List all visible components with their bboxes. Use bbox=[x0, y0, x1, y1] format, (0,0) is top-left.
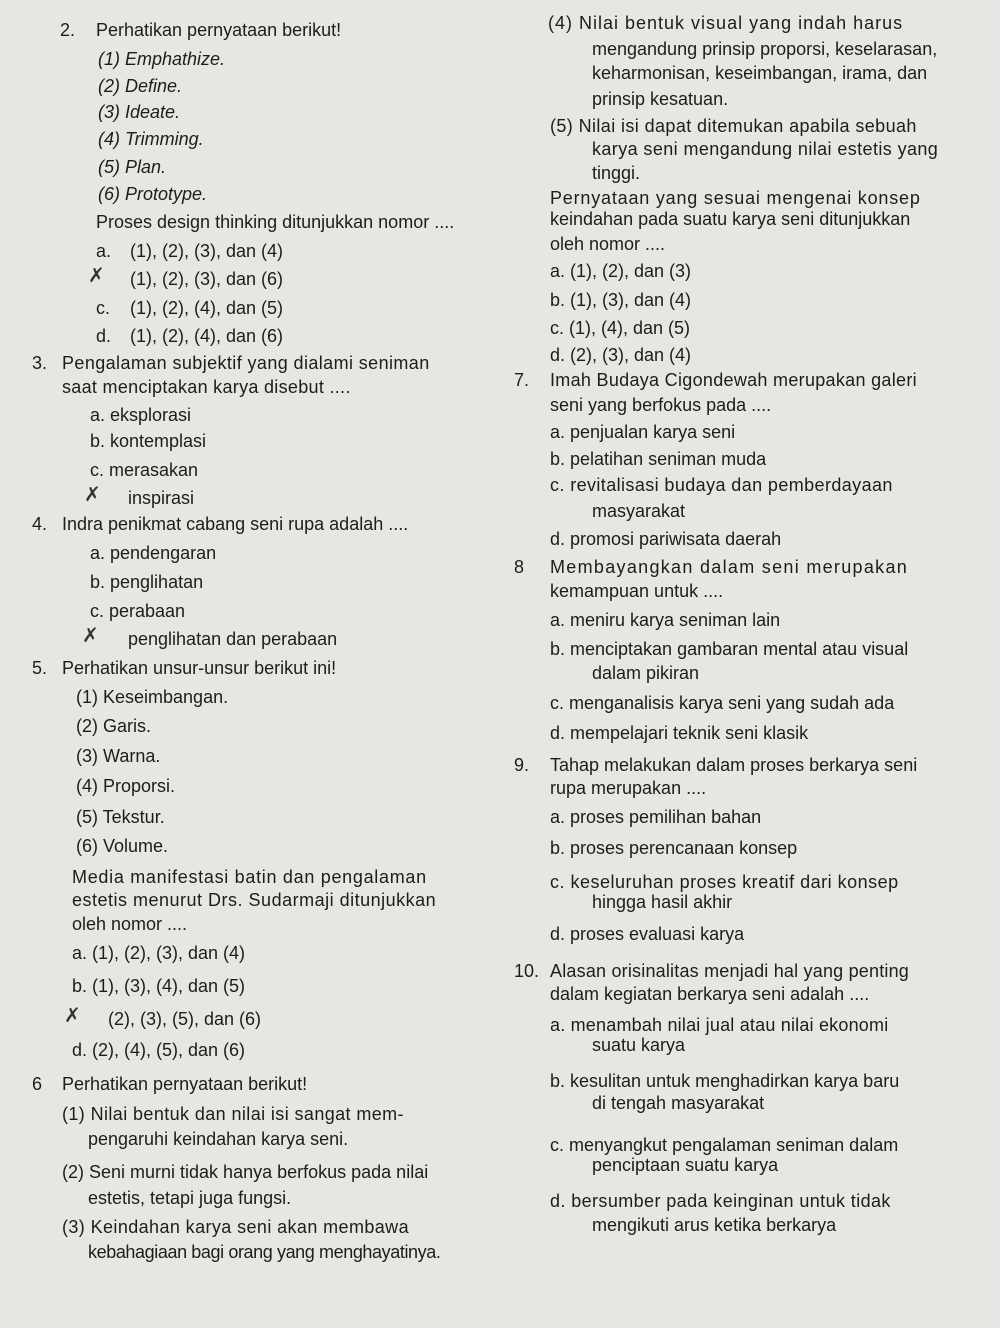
q10-option-a-line-2: suatu karya bbox=[592, 1035, 686, 1055]
q6-statement-3-line-2: kebahagiaan bagi orang yang menghayatinya. bbox=[88, 1242, 441, 1262]
q2-question: Proses design thinking ditunjukkan nomor .... bbox=[96, 212, 455, 232]
q7-option-b: b. pelatihan seniman muda bbox=[550, 449, 767, 469]
q9-option-c: c. keseluruhan proses kreatif dari konsep bbox=[550, 872, 899, 892]
q2-item-5: (5) Plan. bbox=[98, 157, 167, 177]
q4-option-c: c. perabaan bbox=[90, 601, 186, 621]
q2-stem: Perhatikan pernyataan berikut! bbox=[96, 20, 342, 40]
q6-question-line-3: oleh nomor .... bbox=[550, 234, 666, 254]
q3-option-d: inspirasi bbox=[128, 488, 195, 508]
q5-question-line-2: estetis menurut Drs. Sudarmaji ditunjukkan bbox=[72, 890, 437, 910]
q6-option-c: c. (1), (4), dan (5) bbox=[550, 318, 691, 338]
q7-number: 7. bbox=[514, 370, 530, 390]
q8-stem-line-1: Membayangkan dalam seni merupakan bbox=[550, 557, 909, 577]
q2-number: 2. bbox=[60, 20, 76, 40]
q7-option-c: c. revitalisasi budaya dan pemberdayaan bbox=[550, 475, 893, 495]
q6-statement-4-line-2: mengandung prinsip proporsi, keselarasan, bbox=[592, 39, 938, 59]
q5-item-5: (5) Tekstur. bbox=[76, 807, 165, 827]
q6-statement-3-line-1: (3) Keindahan karya seni akan membawa bbox=[62, 1217, 409, 1237]
q6-statement-2-line-1: (2) Seni murni tidak hanya berfokus pada nilai bbox=[62, 1162, 429, 1182]
q4-option-b: b. penglihatan bbox=[90, 572, 204, 592]
q6-option-d: d. (2), (3), dan (4) bbox=[550, 345, 692, 365]
q6-statement-4-line-3: keharmonisan, keseimbangan, irama, dan bbox=[592, 63, 928, 83]
q5-question-line-3: oleh nomor .... bbox=[72, 914, 188, 934]
q6-statement-1-line-1: (1) Nilai bentuk dan nilai isi sangat mem- bbox=[62, 1104, 404, 1124]
q10-option-a: a. menambah nilai jual atau nilai ekonomi bbox=[550, 1015, 889, 1035]
q6-option-b: b. (1), (3), dan (4) bbox=[550, 290, 692, 310]
answer-mark: ✗ bbox=[84, 482, 101, 506]
q5-item-3: (3) Warna. bbox=[76, 746, 161, 766]
q5-number: 5. bbox=[32, 658, 48, 678]
q10-option-c: c. menyangkut pengalaman seniman dalam bbox=[550, 1135, 899, 1155]
q2-option-a-letter: a. bbox=[96, 241, 112, 261]
q6-statement-2-line-2: estetis, tetapi juga fungsi. bbox=[88, 1188, 292, 1208]
q10-number: 10. bbox=[514, 961, 540, 981]
q9-option-b: b. proses perencanaan konsep bbox=[550, 838, 798, 858]
q3-option-b: b. kontemplasi bbox=[90, 431, 207, 451]
q2-item-4: (4) Trimming. bbox=[98, 129, 204, 149]
q5-stem: Perhatikan unsur-unsur berikut ini! bbox=[62, 658, 337, 678]
q5-option-a: a. (1), (2), (3), dan (4) bbox=[72, 943, 246, 963]
q7-option-d: d. promosi pariwisata daerah bbox=[550, 529, 782, 549]
q5-option-d: d. (2), (4), (5), dan (6) bbox=[72, 1040, 246, 1060]
q7-stem-line-1: Imah Budaya Cigondewah merupakan galeri bbox=[550, 370, 917, 390]
q6-statement-1-line-2: pengaruhi keindahan karya seni. bbox=[88, 1129, 349, 1149]
q5-item-2: (2) Garis. bbox=[76, 716, 152, 736]
q7-option-a: a. penjualan karya seni bbox=[550, 422, 736, 442]
q9-option-c-line-2: hingga hasil akhir bbox=[592, 892, 733, 912]
q2-option-a: (1), (2), (3), dan (4) bbox=[130, 241, 284, 261]
q2-item-6: (6) Prototype. bbox=[98, 184, 208, 204]
q3-option-c: c. merasakan bbox=[90, 460, 199, 480]
q10-option-b-line-2: di tengah masyarakat bbox=[592, 1093, 765, 1113]
q3-stem-line-1: Pengalaman subjektif yang dialami seniman bbox=[62, 353, 430, 373]
q3-stem-line-2: saat menciptakan karya disebut .... bbox=[62, 377, 351, 397]
q8-option-d: d. mempelajari teknik seni klasik bbox=[550, 723, 809, 743]
q8-option-c: c. menganalisis karya seni yang sudah ada bbox=[550, 693, 895, 713]
q9-stem-line-2: rupa merupakan .... bbox=[550, 778, 707, 798]
q2-option-b: (1), (2), (3), dan (6) bbox=[130, 269, 284, 289]
q8-option-a: a. meniru karya seniman lain bbox=[550, 610, 781, 630]
q5-question-line-1: Media manifestasi batin dan pengalaman bbox=[72, 867, 427, 887]
q9-number: 9. bbox=[514, 755, 530, 775]
q2-item-2: (2) Define. bbox=[98, 76, 183, 96]
q10-option-b: b. kesulitan untuk menghadirkan karya baru bbox=[550, 1071, 900, 1091]
q6-question-line-1: Pernyataan yang sesuai mengenai konsep bbox=[550, 188, 921, 208]
q3-number: 3. bbox=[32, 353, 48, 373]
q5-item-4: (4) Proporsi. bbox=[76, 776, 176, 796]
q10-stem-line-1: Alasan orisinalitas menjadi hal yang penting bbox=[550, 961, 910, 981]
q4-option-a: a. pendengaran bbox=[90, 543, 217, 563]
q6-number: 6 bbox=[32, 1074, 43, 1094]
q9-option-a: a. proses pemilihan bahan bbox=[550, 807, 762, 827]
q5-item-6: (6) Volume. bbox=[76, 836, 169, 856]
q2-option-c-letter: c. bbox=[96, 298, 111, 318]
q2-option-d: (1), (2), (4), dan (6) bbox=[130, 326, 284, 346]
q6-option-a: a. (1), (2), dan (3) bbox=[550, 261, 692, 281]
q10-option-c-line-2: penciptaan suatu karya bbox=[592, 1155, 779, 1175]
q2-option-d-letter: d. bbox=[96, 326, 112, 346]
q10-option-d-line-2: mengikuti arus ketika berkarya bbox=[592, 1215, 837, 1235]
q4-stem: Indra penikmat cabang seni rupa adalah .... bbox=[62, 514, 409, 534]
q4-number: 4. bbox=[32, 514, 48, 534]
q6-statement-4-line-1: (4) Nilai bentuk visual yang indah harus bbox=[548, 13, 904, 33]
q6-statement-5-line-2: karya seni mengandung nilai estetis yang bbox=[592, 139, 939, 159]
q6-statement-5-line-1: (5) Nilai isi dapat ditemukan apabila sebuah bbox=[550, 116, 917, 136]
q5-option-b: b. (1), (3), (4), dan (5) bbox=[72, 976, 246, 996]
q9-option-d: d. proses evaluasi karya bbox=[550, 924, 745, 944]
q4-option-d: penglihatan dan perabaan bbox=[128, 629, 338, 649]
q8-stem-line-2: kemampuan untuk .... bbox=[550, 581, 724, 601]
q2-option-c: (1), (2), (4), dan (5) bbox=[130, 298, 284, 318]
q5-option-c: (2), (3), (5), dan (6) bbox=[108, 1009, 262, 1029]
q8-option-b: b. menciptakan gambaran mental atau visual bbox=[550, 639, 909, 659]
answer-mark: ✗ bbox=[64, 1003, 81, 1027]
q3-option-a: a. eksplorasi bbox=[90, 405, 192, 425]
q6-question-line-2: keindahan pada suatu karya seni ditunjukkan bbox=[550, 209, 911, 229]
q10-option-d: d. bersumber pada keinginan untuk tidak bbox=[550, 1191, 891, 1211]
q8-number: 8 bbox=[514, 557, 525, 577]
q9-stem-line-1: Tahap melakukan dalam proses berkarya seni bbox=[550, 755, 918, 775]
q8-option-b-line-2: dalam pikiran bbox=[592, 663, 700, 683]
answer-mark: ✗ bbox=[88, 263, 105, 287]
q10-stem-line-2: dalam kegiatan berkarya seni adalah .... bbox=[550, 984, 870, 1004]
q2-item-3: (3) Ideate. bbox=[98, 102, 181, 122]
q6-statement-5-line-3: tinggi. bbox=[592, 163, 641, 183]
q6-statement-4-line-4: prinsip kesatuan. bbox=[592, 89, 729, 109]
q7-option-c-line-2: masyarakat bbox=[592, 501, 686, 521]
answer-mark: ✗ bbox=[82, 623, 99, 647]
q5-item-1: (1) Keseimbangan. bbox=[76, 687, 229, 707]
q7-stem-line-2: seni yang berfokus pada .... bbox=[550, 395, 772, 415]
q2-item-1: (1) Emphathize. bbox=[98, 49, 226, 69]
q6-stem: Perhatikan pernyataan berikut! bbox=[62, 1074, 308, 1094]
